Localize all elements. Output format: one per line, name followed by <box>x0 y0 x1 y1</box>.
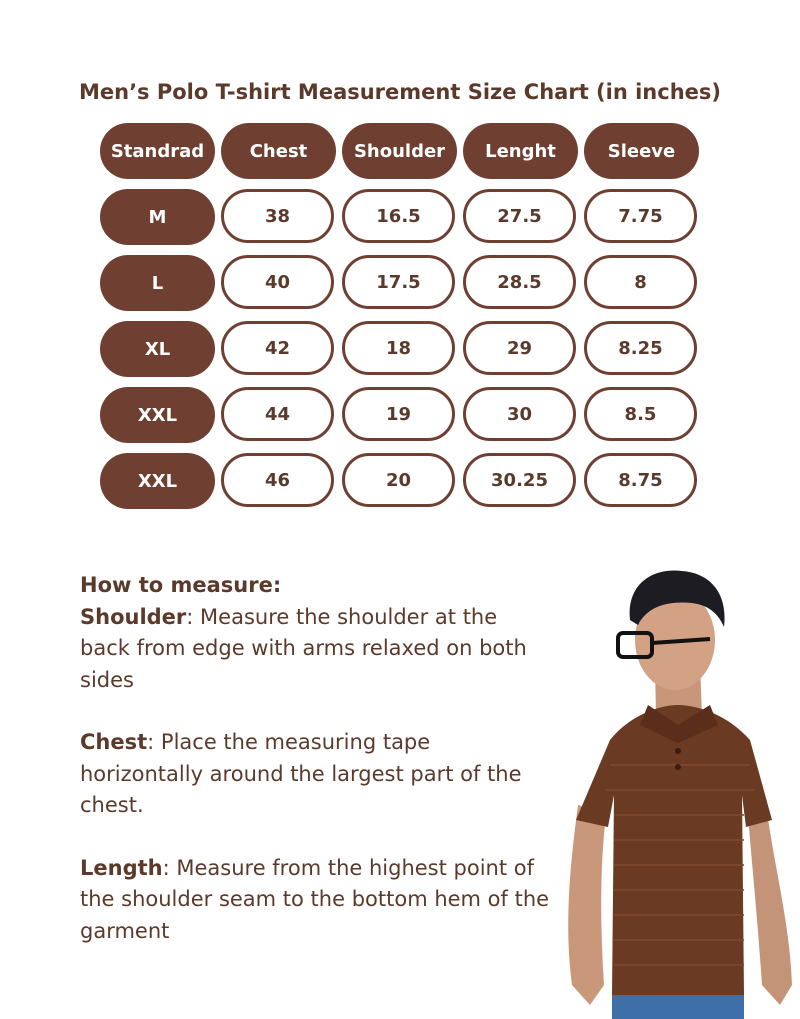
polo-shirt <box>576 705 772 995</box>
guide-heading: How to measure: <box>80 573 282 597</box>
shoulder-label: Shoulder <box>80 604 187 629</box>
chest-value: 46 <box>221 453 334 507</box>
chest-value: 44 <box>221 387 334 441</box>
size-label: M <box>100 189 215 245</box>
shoulder-value: 18 <box>342 321 455 375</box>
chest-instruction: : Place the measuring tape horizontally around the largest part of the chest. <box>80 730 522 817</box>
size-label: XXL <box>100 453 215 509</box>
shirt-button <box>675 764 681 770</box>
sleeve-value: 7.75 <box>584 189 697 243</box>
chest-value: 42 <box>221 321 334 375</box>
sleeve-value: 8 <box>584 255 697 309</box>
length-instruction: : Measure from the highest point of the shoulder seam to the bottom hem of the garment <box>80 855 550 943</box>
size-label: XXL <box>100 387 215 443</box>
chest-value: 38 <box>221 189 334 243</box>
sleeve-value: 8.5 <box>584 387 697 441</box>
shoulder-value: 19 <box>342 387 455 441</box>
shoulder-instruction: : Measure the shoulder at the back from edge with arms relaxed on both sides <box>80 604 527 692</box>
shoulder-value: 17.5 <box>342 255 455 309</box>
left-arm <box>568 805 606 1005</box>
right-arm <box>748 805 792 1005</box>
header-sleeve: Sleeve <box>584 123 699 179</box>
shoulder-value: 20 <box>342 453 455 507</box>
chest-value: 40 <box>221 255 334 309</box>
length-value: 27.5 <box>463 189 576 243</box>
sleeve-value: 8.25 <box>584 321 697 375</box>
length-value: 28.5 <box>463 255 576 309</box>
header-length: Lenght <box>463 123 578 179</box>
page-title: Men’s Polo T-shirt Measurement Size Chart (in inches) <box>78 80 721 104</box>
chest-label: Chest <box>80 730 148 754</box>
length-value: 30 <box>463 387 576 441</box>
shoulder-value: 16.5 <box>342 189 455 243</box>
header-shoulder: Shoulder <box>342 123 457 179</box>
length-value: 30.25 <box>463 453 576 507</box>
model-photo <box>560 565 800 1019</box>
header-chest: Chest <box>221 123 336 179</box>
measure-guide <box>80 570 550 978</box>
size-label: L <box>100 255 215 311</box>
header-standard: Standrad <box>100 123 215 179</box>
length-value: 29 <box>463 321 576 375</box>
length-label: Length <box>80 855 163 880</box>
shirt-button <box>675 748 681 754</box>
jeans <box>612 995 744 1019</box>
size-label: XL <box>100 321 215 377</box>
sleeve-value: 8.75 <box>584 453 697 507</box>
